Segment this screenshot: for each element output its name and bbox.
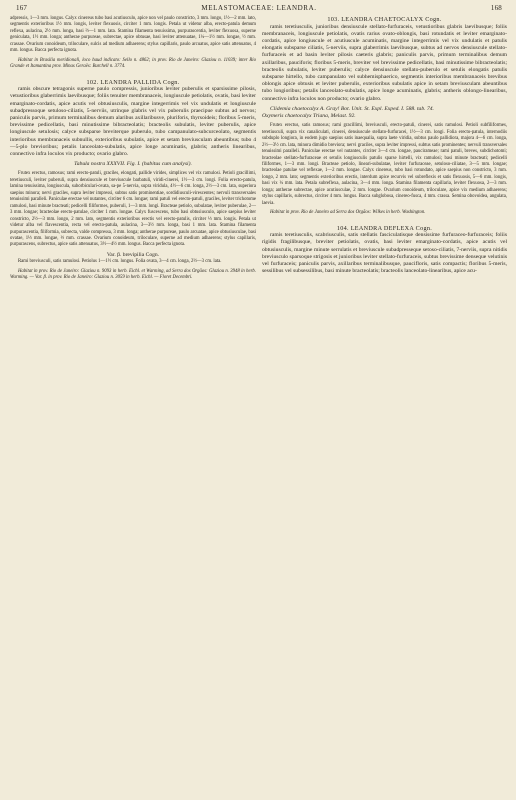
species-detailed-description-103: Frutex erectus, satis ramosus; rami gracillimi, breviusculi, erecto-patuli, cinerei, satis ramulosi. Petioli subfiliformes, teretiusculi, supra vix canaliculati, cinerei, densiuscule stellato-furfuracei, 1½—3 cm. longi. Folia erecto-patula, internodiis subduplo longiora, in eodem jugo saepius satis inaequalia, supra laete viridia, subtus paulo pallidiora, majora 4—6 cm. longa, 2½—3½ cm. lata, minora dimidio breviora; nervi graciles, supra leviter impressi, subtus satis prominentes; nervuli transversales tenuissimi paralleli. Paniculae erectae vel nutantes, circiter 3—4 cm. longae, paucirameae; rami patuli, breves, subdichotomi; bracteolae stellato-furfuraceae et setulis longiusculis patulis sparse hirtelli, vix ramulosi; basi minute bracteati; pedicelli filiformes, 1—3 mm. longi. Bracteae petiolo, lineari-subulatae, leviter furfuraceae, setuloso-ciliatae, 3—5 mm. longae; bracteolae patulae vel reflexae, 1—2 mm. longae. Calyx cinereus, tubo basi rotundato, apice saepius non constricto, 3 mm. longo, 2 mm. lato; segmentis exterioribus erectis, interdum apice recurvis vel subreflexis et satis flexuosis, 5—6 mm. longis, basi vix ¼ mm. lata. Petala subreflexa, aulacina, 3—4 mm. longa. Stamina filamenta capillaria, leviter flexuosa, 2—3 mm. longa; antherae subrectae, apice acutiusculae, 2 mm. longae. Ovarium conoideum, triloculare, apice vix medium adhaerens; stylus capillaris, subrectus, circiter 4 mm. longus. Bacca subglobosa, cinereo-fusca, 4 mm. crassa. Semina obovoidea, angulata, laevia.	[262, 123, 507, 206]
variety-heading: Var. β. brevipilia Cogn.	[106, 251, 160, 258]
page-number-right: 168	[490, 4, 502, 12]
continued-description: adpressis, 1—3 mm. longus. Calyx cinereus tubo basi acutiusculo, apice non vel paulo constricto, 3 mm. longo, 1½—2 mm. lato, segmentis exterioribus 1½ mm. longis, leviter flexuosis, circiter 1 mm. longis. Petala ut videtur alba, erecto-patula demum reflexa, aulacina, 2½ mm. longa, basi ⅔—1 mm. lata. Stamina filamenta tenuissima, purpurascentia, leviter flexuosa, superne geniculata, 1½ mm. longa; antherae purpureae, subrectae, apice obtusae, basi leviter attenuatae, 1¼—1½ mm. longae, ½ mm. crassae. Ovarium conoideum, triloculare, sulcis ad medium adhaerens; stylus capillaris, paulo arcuatus, apice satis attenuatus, 4 mm. longus. Bacca perfecta ignota.	[10, 16, 256, 54]
left-column	[10, 16, 256, 281]
habitat-note: Habitat in Brasilia meridionali, loco haud indicato: Sello n. 4862; in prov. Rio de Janeiro: Glaziou n. 11039; inter Rio Grande et Itamantina prov. Minas Geraës: Burchell n. 3774.	[10, 57, 256, 70]
variety-description: Rami breviusculi, satis ramulosi. Petiolus 1—1½ cm. longus. Folia ovata, 3—4 cm. longa, 2½—3 cm. lata.	[18, 259, 222, 265]
species-diagnosis-104: ramis teretiusculis, scabriusculis, satis stellatis fasciculatisque densissime furfuraceo-furfuraceis; foliis rigidis fragilibusque, breviter petiolatis, ovatis, basi leviter emarginato-cordatis, apice acutis vel obtusiusculis, margine minute serrulatis et breviuscule subadpresseque setoso-ciliatis, 7-nerviis, supra nitidis breviusculo sparsoque strigosis et junioribus leviter stellato-furfuraceis, subtus brevissime denseque velutinis vel furfuraceis; paniculis parvis, axillaribus terminalibusque, paucifloris, satis compactis; floribus 5-meris, sessilibus vel subsessilibus, basi minute bracteolatis; bracteolis lanceolato-linearibus, apice acu-	[262, 232, 507, 275]
habitat-note-103: Habitat in prov. Rio de Janeiro ad Serra dos Orgãos: Wilkes in herb. Washington.	[270, 210, 426, 216]
species-heading-103: 103. LEANDRA CHAETOCALYX Cogn.	[327, 16, 442, 23]
running-header	[16, 2, 502, 14]
synonymy: Clidemia chaetocalyx A. Gray! Bot. Unit. St. Expl. Exped. I. 588. tab. 74. Oxymeris chaetocalyx Triana, Melast. 92.	[262, 105, 434, 120]
plate-reference: Tabula nostra XXXVII. Fig. I. (habitus cum analysi).	[74, 161, 192, 168]
species-diagnosis-103: ramis teretiusculis, junioribus densiuscule stellato-furfuraceis, vetustioribus glabris laevibusque; foliis membranaceis, longiuscule petiolatis, ovatis rarius ovato-oblongis, basi rotundatis et leviter emarginato-cordatis, apice longiuscule et acutiuscule acuminatis, margine integerrimis vel vix undulatis et patulis elongatis subsparse ciliatis, 5-nerviis, supra glaberrimis laevibusque, subtus ad nervos densiuscule stellato-furfuraceis et ad basin leviter pilosis caeteris glabris; paniculis parvis, primum terminalibus demum axillaribus, pauciforis; floribus 5-meris, breviter vel brevissime pedicellatis, basi minutissime bibracteolatis; bracteolis subulatis, leviter puberulis; calyce densiuscule stellato-puberulo et setulis elongatis patulis subsparse hirtello, tubo campanulato vel subhemisphaerico, segmentis interioribus membranaceis brevibus oblongis apice obtusis et leviter puberulis, exterioribus subulatis apice in setam breviusculam abeuntibus tubo longioribus; petalis lanceolato-subulatis, apice longe acuminatis, glabris; antheris oblongo-linearibus, connectivo infra loculos non producto; ovario glabro.	[262, 23, 507, 102]
right-column	[262, 16, 507, 275]
habitat-note-2: Habitat in prov. Rio de Janeiro: Glaziou n. 9093 in herb. Eichl. et Warming, ad Serra dos Orgãos: Glaziou n. 3948 in herb. Warming. — Var. β. in prov. Rio de Janeiro: Glaziou n. 3059 in herb. Eichl. — Floret Decembri.	[10, 268, 256, 280]
species-detailed-description: Frutex erectus, ramosus; rami erecto-patuli, graciles, elongati, pallide virides, simplices vel vix ramulosi. Petioli gracillimi, teretiusculi, leviter puberuli, supra densiuscule et breviuscule barbatuli, viridi-cinerei, 1½—3 cm. longi. Folia erecto-patula, lamina tenuissima, longiuscula, suborbiculari-ovata, sa-pe 5-nervia, supra viridula, 4½—6 cm. longa, 2½—3 cm. lata, superiora saepius minora; nervi graciles, supra leviter impressi, subtus satis prominentiae, sordidiusculi-virescentes; nervuli transversales tenuissimi paralleli. Paniculae erectae vel nutantes, circiter 6 cm. longae; rami patuli vel erecto-patuli, graciles, leviter trichotome ramulosi, basi minute bracteati; pedicelli filiformes, puberuli, 1—3 mm. longi. Bracteae petiolo, subulatae, leviter puberulae, 2—3 mm. longae; bracteolae erecto-patulae, circiter 1 mm. longae. Calyx fuscescens, tubo basi obtusiusculo, apice saepius leviter constricto, 2½—3 mm. longo, 2 mm. lato, segmentis exterioribus erectis vel erecto-patulis, circiter ⅓ mm. longis. Petala ut videtur alba vel flavescentia, recta vel erecto-patula, aulacina, 3—3½ mm. longa, basi 1 mm. lata. Stamina filamenta purpurascentia, filiformia, subrecta, valde compressa, 3 mm. longa; antherae purpureae, paulo arcuatae, apice obtusiusculae, basi ovatae, 1⅓ mm. longae, ⅓ mm. crassae. Ovarium conoideum, triloculare, superne ad medium adhaerens; stylus capillaris, purpurascens, subrectus, apice satis attenuatus, 3½—4½ mm. longus. Bacca perfecta ignota.	[10, 171, 256, 248]
species-heading-104: 104. LEANDRA DEFLEXA Cogn.	[336, 224, 433, 232]
running-title: MELASTOMACEAE: LEANDRA.	[201, 4, 317, 12]
page-number-left: 167	[16, 4, 28, 12]
species-heading: 102. LEANDRA PALLIDA Cogn.	[86, 78, 180, 86]
species-diagnosis: ramis obscure tetragonis superne paulo compressis, junioribus leviter puberulis et sparsissime pilosis, vetustioribus glaberrimis laevibusque; foliis tenuiter membranaceis, longiuscule petiolatis, ovatis, basi leviter emarginato-cordatis, apice acutis vel obtusiusculis, margine integerrimis vel vix undulatis et longiuscule subadpressoque setuloso-ciliatis, 5-nerviis, utrinque glabris vel vix puberulis praecipue subtus ad nervos; paniculis parvis, primum terminalibus demum alaribus axillaribusve, pluriforis, thyrsoideis; floribus 5-meris, brevissime pedicellatis, basi minutissime bibracteolatis; bracteolis subulatis, leviter puberulis, apice longiuscule setulosis; calyce subsparse breviterque puberulo, tubo campanulato-subcurceolato, segmentis interioribus membranaceis subnullis, exterioribus subulatis, apice et setam breviusculam abeuntibus; tubo 4—5-plo brevioribus; petalis lanceolato-subulatis, apice longe acuminatis, glabris; antheris linearibus, connectivo infra loculos vix producto; ovario glabro.	[10, 86, 256, 158]
